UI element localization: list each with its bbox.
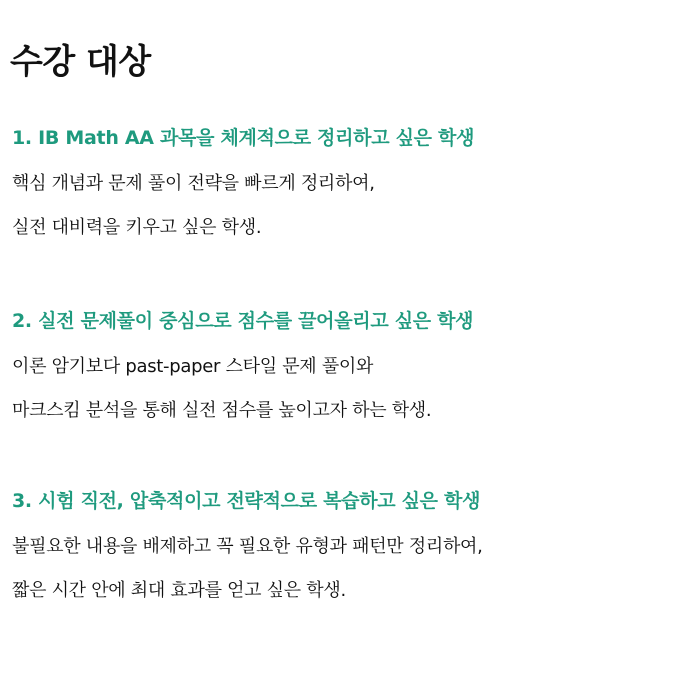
section-description-line: 짧은 시간 안에 최대 효과를 얻고 싶은 학생. bbox=[12, 580, 346, 601]
section-description-line: 핵심 개념과 문제 풀이 전략을 빠르게 정리하여, bbox=[12, 173, 375, 194]
section-heading: 1. IB Math AA 과목을 체계적으로 정리하고 싶은 학생 bbox=[12, 127, 475, 149]
section-description-line: 실전 대비력을 키우고 싶은 학생. bbox=[12, 217, 262, 238]
page-title: 수강 대상 bbox=[10, 42, 151, 82]
section-heading: 2. 실전 문제풀이 중심으로 점수를 끌어올리고 싶은 학생 bbox=[12, 310, 474, 332]
section-description-line: 불필요한 내용을 배제하고 꼭 필요한 유형과 패턴만 정리하여, bbox=[12, 536, 483, 557]
target-audience-section-2 bbox=[12, 309, 682, 423]
target-audience-section-1 bbox=[12, 126, 682, 240]
section-description-line: 이론 암기보다 past-paper 스타일 문제 풀이와 bbox=[12, 356, 374, 377]
target-audience-section-3 bbox=[12, 489, 682, 603]
section-heading: 3. 시험 직전, 압축적이고 전략적으로 복습하고 싶은 학생 bbox=[12, 490, 481, 512]
section-description-line: 마크스킴 분석을 통해 실전 점수를 높이고자 하는 학생. bbox=[12, 400, 432, 421]
